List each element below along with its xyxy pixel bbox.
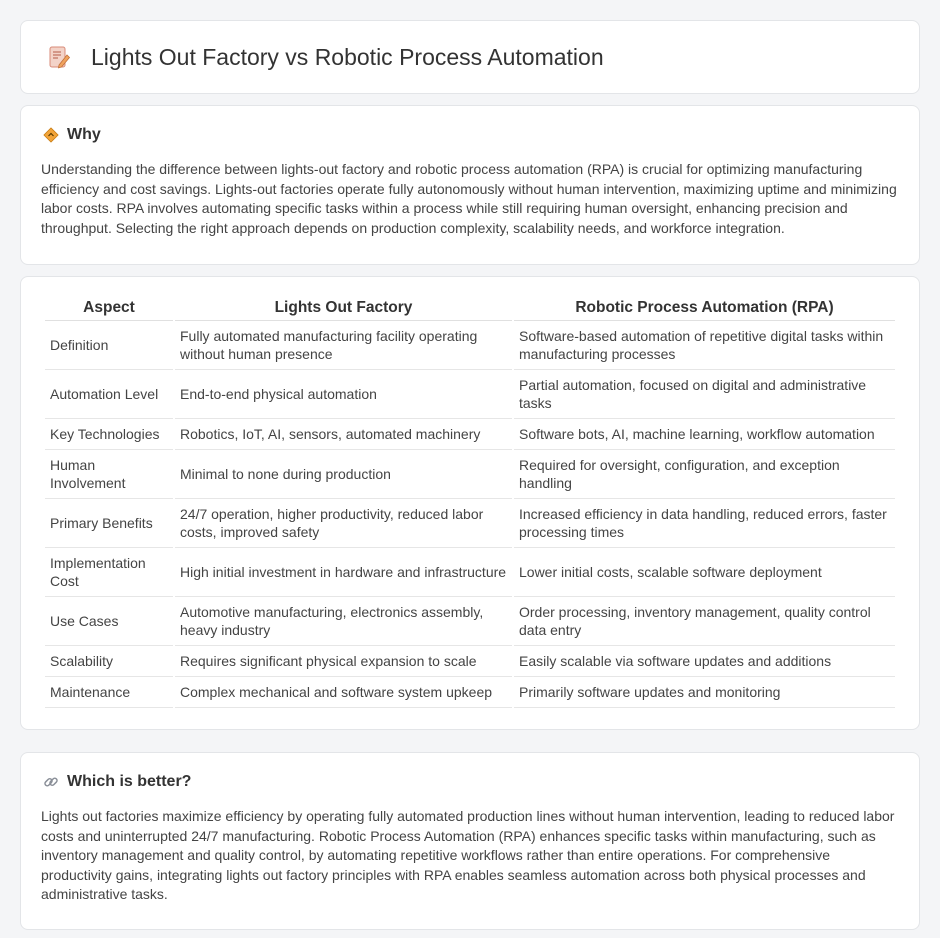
cell-lights-out: Fully automated manufacturing facility operating without human presence xyxy=(175,321,512,370)
which-better-heading: Which is better? xyxy=(67,773,192,790)
cell-lights-out: High initial investment in hardware and infrastructure xyxy=(175,548,512,597)
comparison-table xyxy=(43,297,897,708)
why-section xyxy=(20,105,920,265)
why-text: Understanding the difference between lights-out factory and robotic process automation (RPA) is crucial for optimizing manufacturing efficiency and cost savings. Lights-out factories operate fully autonomously without human intervention, maximizing uptime and minimizing labor costs. RPA involves automating specific tasks within a process while still requiring human oversight, enhancing precision and throughput. Selecting the right approach depends on production complexity, scalability needs, and workforce integration. xyxy=(41,161,897,236)
why-heading: Why xyxy=(67,126,101,143)
cell-rpa: Lower initial costs, scalable software deployment xyxy=(514,548,895,597)
page-title: Lights Out Factory vs Robotic Process Automation xyxy=(91,43,604,70)
cell-aspect: Definition xyxy=(45,321,173,370)
cell-rpa: Increased efficiency in data handling, reduced errors, faster processing times xyxy=(514,499,895,548)
header-lights-out: Lights Out Factory xyxy=(175,297,512,321)
document-pen-icon xyxy=(45,43,73,71)
which-better-section xyxy=(20,752,920,930)
cell-aspect: Primary Benefits xyxy=(45,499,173,548)
cell-rpa: Required for oversight, configuration, and exception handling xyxy=(514,450,895,499)
cell-lights-out: Minimal to none during production xyxy=(175,450,512,499)
cell-rpa: Order processing, inventory management, quality control data entry xyxy=(514,597,895,646)
table-row xyxy=(45,646,895,677)
table-row xyxy=(45,321,895,370)
cell-aspect: Automation Level xyxy=(45,370,173,419)
cell-lights-out: Robotics, IoT, AI, sensors, automated machinery xyxy=(175,419,512,450)
cell-rpa: Partial automation, focused on digital and administrative tasks xyxy=(514,370,895,419)
link-icon xyxy=(43,774,59,790)
cell-aspect: Key Technologies xyxy=(45,419,173,450)
cell-aspect: Maintenance xyxy=(45,677,173,708)
comparison-card xyxy=(20,276,920,730)
table-row xyxy=(45,499,895,548)
title-card xyxy=(20,20,920,94)
cell-lights-out: Automotive manufacturing, electronics assembly, heavy industry xyxy=(175,597,512,646)
which-better-text: Lights out factories maximize efficiency by operating fully automated production lines without human intervention, leading to reduced labor costs and uninterrupted 24/7 manufacturing. Robotic Process Automation (RPA) enhances specific tasks within manufacturing, such as inventory management and quality control, by automating repetitive workflows rather than entire operations. For comprehensive productivity gains, integrating lights out factory principles with RPA enables seamless automation across both physical processes and administrative tasks. xyxy=(41,808,895,902)
table-row xyxy=(45,548,895,597)
cell-rpa: Primarily software updates and monitoring xyxy=(514,677,895,708)
table-row xyxy=(45,597,895,646)
cell-aspect: Human Involvement xyxy=(45,450,173,499)
cell-lights-out: 24/7 operation, higher productivity, reduced labor costs, improved safety xyxy=(175,499,512,548)
cell-aspect: Implementation Cost xyxy=(45,548,173,597)
table-row xyxy=(45,419,895,450)
cell-lights-out: End-to-end physical automation xyxy=(175,370,512,419)
header-rpa: Robotic Process Automation (RPA) xyxy=(514,297,895,321)
table-row xyxy=(45,450,895,499)
cell-aspect: Scalability xyxy=(45,646,173,677)
cell-rpa: Easily scalable via software updates and additions xyxy=(514,646,895,677)
table-row xyxy=(45,677,895,708)
cell-lights-out: Requires significant physical expansion to scale xyxy=(175,646,512,677)
header-aspect: Aspect xyxy=(45,297,173,321)
cell-rpa: Software-based automation of repetitive digital tasks within manufacturing processes xyxy=(514,321,895,370)
diamond-sign-icon xyxy=(43,127,59,143)
cell-rpa: Software bots, AI, machine learning, workflow automation xyxy=(514,419,895,450)
cell-aspect: Use Cases xyxy=(45,597,173,646)
table-row xyxy=(45,370,895,419)
cell-lights-out: Complex mechanical and software system upkeep xyxy=(175,677,512,708)
